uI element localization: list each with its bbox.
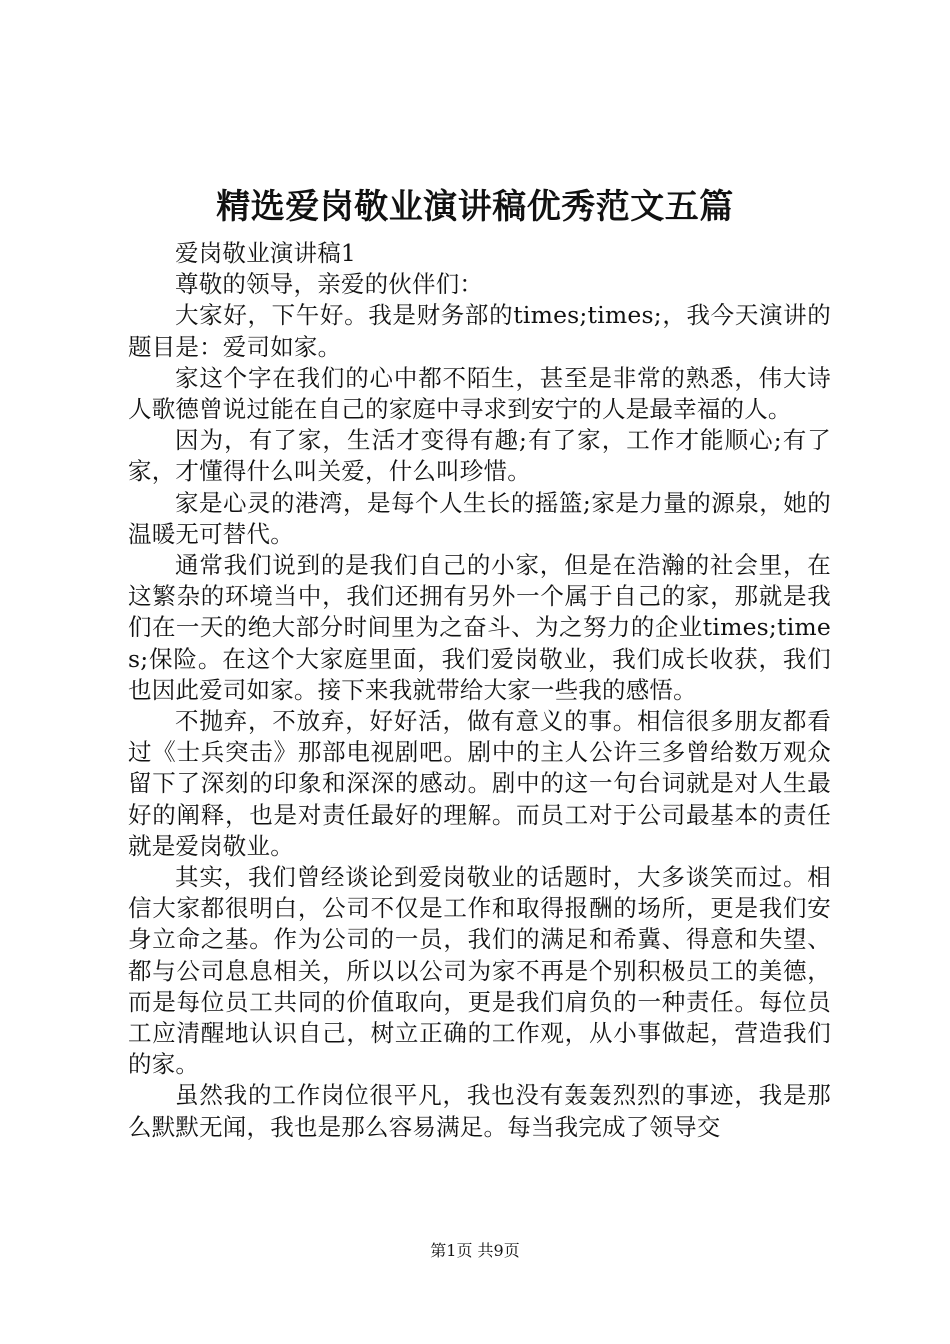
document-title: 精选爱岗敬业演讲稿优秀范文五篇 [216,187,734,227]
paragraph: 家这个字在我们的心中都不陌生，甚至是非常的熟悉，伟大诗人歌德曾说过能在自己的家庭中寻求到安宁的人是最幸福的人。 [128,363,831,424]
page-number-footer: 第1页 共9页 [430,1241,520,1260]
paragraph: 不抛弃，不放弃，好好活，做有意义的事。相信很多朋友都看过《士兵突击》那部电视剧吧。剧中的主人公许三多曾给数万观众留下了深刻的印象和深深的感动。剧中的这一句台词就是对人生最好的阐释，也是对责任最好的理解。而员工对于公司最基本的责任就是爱岗敬业。 [128,707,831,860]
paragraph: 通常我们说到的是我们自己的小家，但是在浩瀚的社会里，在这繁杂的环境当中，我们还拥有另外一个属于自己的家，那就是我们在一天的绝大部分时间里为之奋斗、为之努力的企业times;times;保险。在这个大家庭里面，我们爱岗敬业，我们成长收获，我们也因此爱司如家。接下来我就带给大家一些我的感悟。 [128,551,831,704]
paragraph: 尊敬的领导，亲爱的伙伴们： [175,270,484,299]
paragraph: 大家好，下午好。我是财务部的times;times;，我今天演讲的题目是：爱司如家。 [128,301,831,361]
paragraph: 虽然我的工作岗位很平凡，我也没有轰轰烈烈的事迹，我是那么默默无闻，我也是那么容易满足。每当我完成了领导交 [128,1081,831,1141]
paragraph: 爱岗敬业演讲稿1 [175,239,357,267]
paragraph: 因为，有了家，生活才变得有趣;有了家，工作才能顺心;有了家，才懂得什么叫关爱，什么叫珍惜。 [128,426,831,486]
paragraph: 其实，我们曾经谈论到爱岗敬业的话题时，大多谈笑而过。相信大家都很明白，公司不仅是工作和取得报酬的场所，更是我们安身立命之基。作为公司的一员，我们的满足和希冀、得意和失望、都与公司息息相关，所以以公司为家不再是个别积极员工的美德，而是每位员工共同的价值取向，更是我们肩负的一种责任。每位员工应清醒地认识自己，树立正确的工作观，从小事做起，营造我们的家。 [128,863,831,1079]
paragraph: 家是心灵的港湾，是每个人生长的摇篮;家是力量的源泉，她的温暖无可替代。 [128,488,831,548]
document-body [128,238,831,1143]
